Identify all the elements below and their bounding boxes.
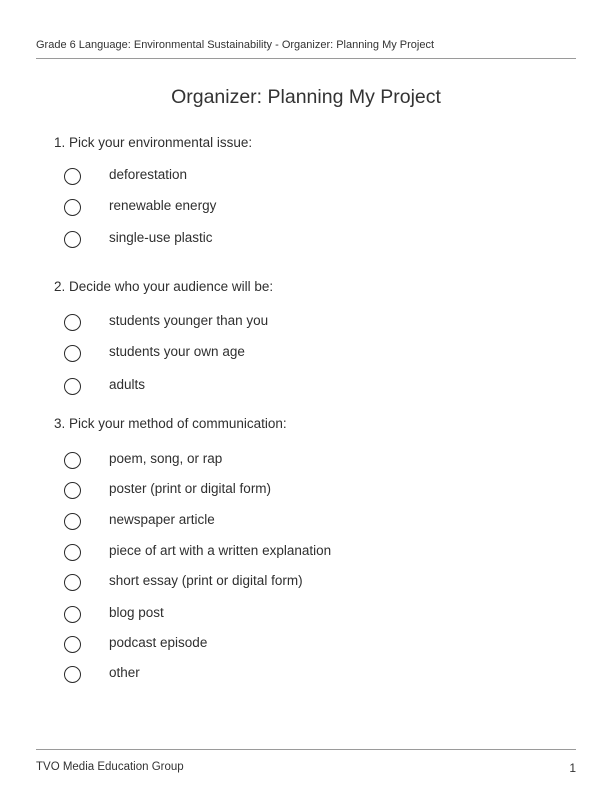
option-label: piece of art with a written explanation: [109, 543, 332, 558]
option-renewable-energy[interactable]: [64, 198, 544, 220]
header-divider: [36, 58, 576, 59]
radio-circle-icon[interactable]: [64, 168, 81, 185]
option-adults[interactable]: [64, 377, 544, 399]
question-3-prompt: 3. Pick your method of communication:: [54, 416, 287, 431]
radio-circle-icon[interactable]: [64, 606, 81, 623]
radio-circle-icon[interactable]: [64, 482, 81, 499]
question-2-prompt: 2. Decide who your audience will be:: [54, 279, 274, 294]
radio-circle-icon[interactable]: [64, 231, 81, 248]
option-label: poem, song, or rap: [109, 451, 223, 466]
radio-circle-icon[interactable]: [64, 574, 81, 591]
radio-circle-icon[interactable]: [64, 378, 81, 395]
option-podcast-episode[interactable]: [64, 635, 544, 657]
footer-organization: TVO Media Education Group: [36, 761, 184, 773]
page-title: Organizer: Planning My Project: [171, 86, 441, 108]
radio-circle-icon[interactable]: [64, 452, 81, 469]
option-blog-post[interactable]: [64, 605, 544, 627]
option-students-own-age[interactable]: [64, 344, 544, 366]
option-label: adults: [109, 377, 146, 392]
page-header: Grade 6 Language: Environmental Sustainability - Organizer: Planning My Project: [36, 39, 435, 51]
option-short-essay[interactable]: [64, 573, 544, 595]
question-1-prompt: 1. Pick your environmental issue:: [54, 135, 253, 150]
radio-circle-icon[interactable]: [64, 199, 81, 216]
page-number: 1: [569, 761, 576, 775]
option-piece-of-art[interactable]: [64, 543, 544, 565]
option-label: deforestation: [109, 167, 188, 182]
option-other[interactable]: [64, 665, 544, 687]
option-label: other: [109, 665, 140, 680]
option-label: newspaper article: [109, 512, 215, 527]
radio-circle-icon[interactable]: [64, 636, 81, 653]
radio-circle-icon[interactable]: [64, 513, 81, 530]
option-label: short essay (print or digital form): [109, 573, 303, 588]
option-single-use-plastic[interactable]: [64, 230, 544, 252]
option-label: students your own age: [109, 344, 245, 359]
option-students-younger[interactable]: [64, 313, 544, 335]
option-label: blog post: [109, 605, 164, 620]
footer-divider: [36, 749, 576, 750]
option-label: poster (print or digital form): [109, 481, 272, 496]
option-poem-song-rap[interactable]: [64, 451, 544, 473]
option-newspaper-article[interactable]: [64, 512, 544, 534]
option-label: podcast episode: [109, 635, 208, 650]
radio-circle-icon[interactable]: [64, 666, 81, 683]
option-deforestation[interactable]: [64, 167, 544, 189]
option-poster[interactable]: [64, 481, 544, 503]
radio-circle-icon[interactable]: [64, 544, 81, 561]
radio-circle-icon[interactable]: [64, 345, 81, 362]
option-label: single-use plastic: [109, 230, 213, 245]
radio-circle-icon[interactable]: [64, 314, 81, 331]
option-label: renewable energy: [109, 198, 217, 213]
option-label: students younger than you: [109, 313, 269, 328]
